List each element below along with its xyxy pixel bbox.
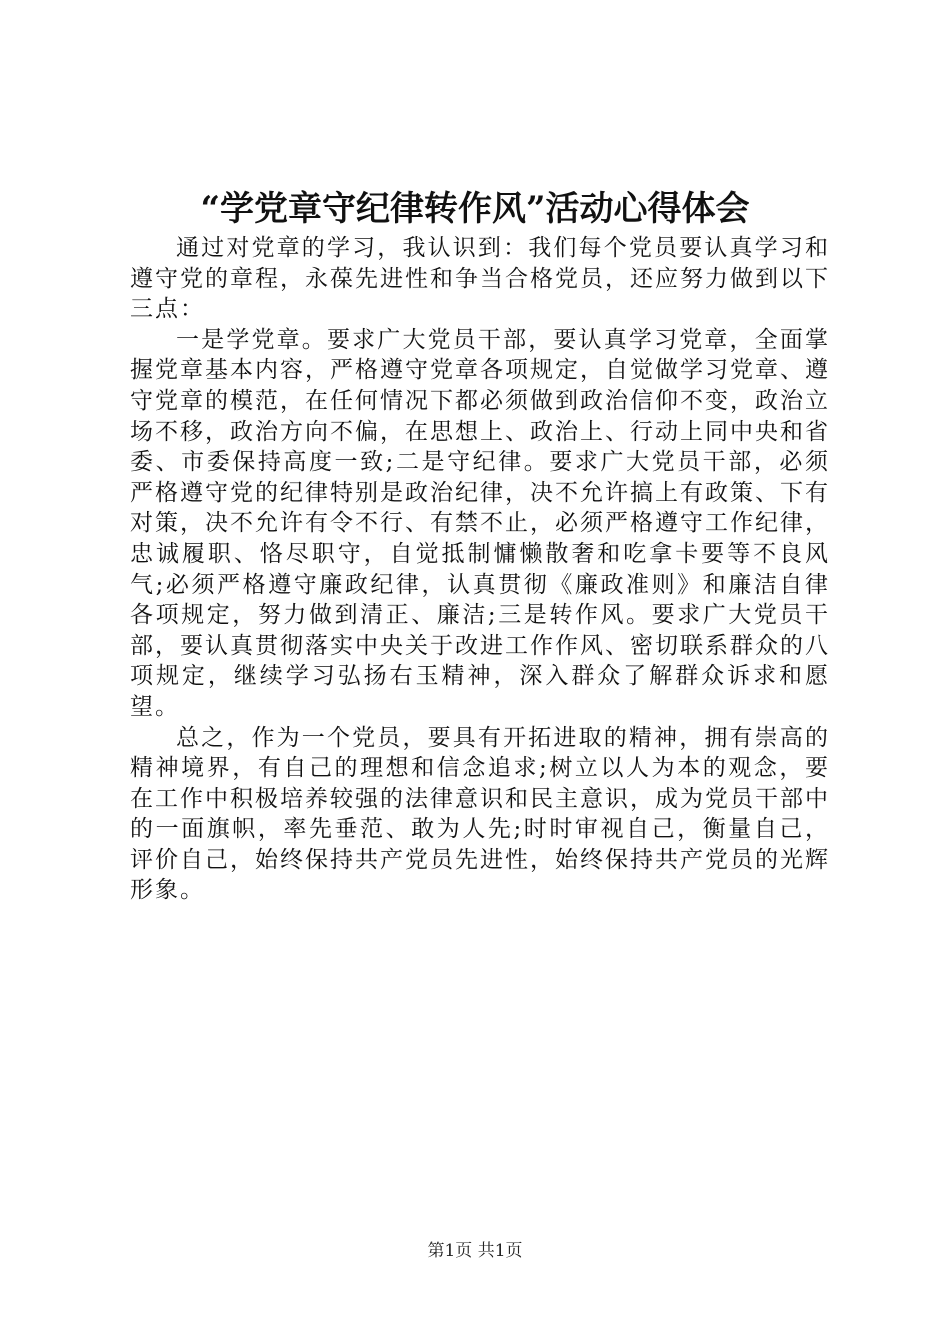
paragraph-intro: 通过对党章的学习，我认识到：我们每个党员要认真学习和遵守党的章程，永葆先进性和争当合格党员，还应努力做到以下三点： (130, 235, 830, 323)
document-body (130, 233, 830, 906)
page-footer: 第1页 共1页 (427, 1241, 523, 1261)
paragraph-conclusion: 总之，作为一个党员，要具有开拓进取的精神，拥有崇高的精神境界，有自己的理想和信念追求;树立以人为本的观念，要在工作中积极培养较强的法律意识和民主意识，成为党员干部中的一面旗帜，率先垂范、敢为人先;时时审视自己，衡量自己，评价自己，始终保持共产党员先进性，始终保持共产党员的光辉形象。 (130, 724, 830, 904)
document-title: “学党章守纪律转作风”活动心得体会 (200, 189, 750, 229)
paragraph-three-points: 一是学党章。要求广大党员干部，要认真学习党章，全面掌握党章基本内容，严格遵守党章各项规定，自觉做学习党章、遵守党章的模范，在任何情况下都必须做到政治信仰不变，政治立场不移，政治方向不偏，在思想上、政治上、行动上同中央和省委、市委保持高度一致;二是守纪律。要求广大党员干部，必须严格遵守党的纪律特别是政治纪律，决不允许搞上有政策、下有对策，决不允许有令不行、有禁不止，必须严格遵守工作纪律，忠诚履职、恪尽职守，自觉抵制慵懒散奢和吃拿卡要等不良风气;必须严格遵守廉政纪律，认真贯彻《廉政准则》和廉洁自律各项规定，努力做到清正、廉洁;三是转作风。要求广大党员干部，要认真贯彻落实中央关于改进工作作风、密切联系群众的八项规定，继续学习弘扬右玉精神，深入群众了解群众诉求和愿望。 (130, 326, 830, 720)
